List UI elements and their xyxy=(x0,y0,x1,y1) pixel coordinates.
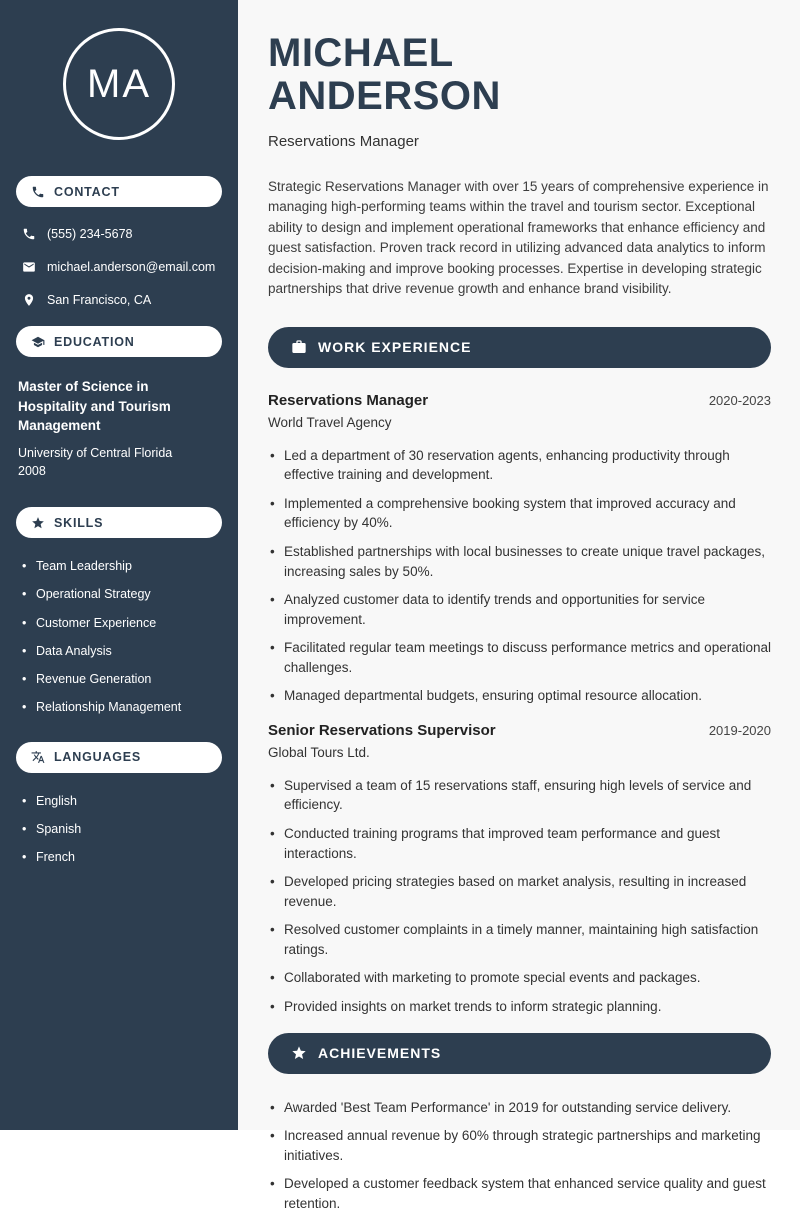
languages-section-label: LANGUAGES xyxy=(54,750,141,764)
contact-section-label: CONTACT xyxy=(54,185,120,199)
location-pin-icon xyxy=(22,293,36,307)
avatar-initials: MA xyxy=(87,62,151,107)
skill-item: • Customer Experience xyxy=(22,615,216,631)
phone-icon xyxy=(31,185,45,199)
language-item: • Spanish xyxy=(22,821,216,837)
education-section-label: EDUCATION xyxy=(54,335,135,349)
job-bullet: • Provided insights on market trends to inform strategic planning. xyxy=(268,997,771,1017)
skills-section-header xyxy=(16,507,222,538)
translate-icon xyxy=(31,750,45,764)
education-entry xyxy=(18,377,220,481)
education-degree: Master of Science in Hospitality and Tourism Management xyxy=(18,377,220,436)
job-bullet: • Conducted training programs that improved team performance and guest interactions. xyxy=(268,824,771,863)
job-header xyxy=(268,722,771,739)
sidebar xyxy=(0,0,238,1130)
job-bullet: • Implemented a comprehensive booking system that improved accuracy and efficiency by 40%. xyxy=(268,494,771,533)
job-bullet-list xyxy=(268,776,771,1017)
work-experience-section-header xyxy=(268,327,771,368)
job-bullet: • Facilitated regular team meetings to discuss performance metrics and operational challenges. xyxy=(268,638,771,677)
work-experience-section-label: WORK EXPERIENCE xyxy=(318,339,471,355)
contact-phone-row xyxy=(22,227,216,241)
education-section-header xyxy=(16,326,222,357)
job-bullet-list xyxy=(268,446,771,706)
languages-section-header xyxy=(16,742,222,773)
job-bullet: • Resolved customer complaints in a timely manner, maintaining high satisfaction ratings. xyxy=(268,920,771,959)
job-company: World Travel Agency xyxy=(268,415,771,430)
languages-list xyxy=(22,793,216,866)
job-bullet: • Established partnerships with local businesses to create unique travel packages, increasing sales by 50%. xyxy=(268,542,771,581)
email-icon xyxy=(22,260,36,274)
resume-main xyxy=(238,0,800,1130)
graduation-cap-icon xyxy=(31,335,45,349)
job-title: Senior Reservations Supervisor xyxy=(268,722,496,739)
skill-item: • Revenue Generation xyxy=(22,671,216,687)
job-bullet: • Supervised a team of 15 reservations staff, ensuring high levels of service and efficiency. xyxy=(268,776,771,815)
job-bullet: • Led a department of 30 reservation agents, enhancing productivity through effective training and development. xyxy=(268,446,771,485)
contact-location-value: San Francisco, CA xyxy=(47,293,151,307)
skill-item: • Team Leadership xyxy=(22,558,216,574)
skills-section-label: SKILLS xyxy=(54,516,103,530)
job-period: 2020-2023 xyxy=(709,393,771,408)
achievement-bullet: • Developed a customer feedback system that enhanced service quality and guest retention. xyxy=(268,1174,771,1213)
skill-item: • Relationship Management xyxy=(22,699,216,715)
job-bullet: • Managed departmental budgets, ensuring optimal resource allocation. xyxy=(268,686,771,706)
achievements-section-label: ACHIEVEMENTS xyxy=(318,1045,441,1061)
skills-list xyxy=(22,558,216,716)
professional-summary: Strategic Reservations Manager with over 15 years of comprehensive experience in managing high-performing teams within the travel and tourism sector. Exceptional ability to design and implement operational frameworks that enhance efficiency and guest satisfaction. Proven track record in utilizing advanced data analytics to inform decision-making and improve booking processes. Expertise in developing strategic partnerships that drive revenue growth and enhance brand visibility. xyxy=(268,177,771,300)
achievements-list xyxy=(268,1098,771,1213)
phone-icon xyxy=(22,227,36,241)
skill-item: • Data Analysis xyxy=(22,643,216,659)
achievement-bullet: • Increased annual revenue by 60% through strategic partnerships and marketing initiatives. xyxy=(268,1126,771,1165)
job-period: 2019-2020 xyxy=(709,723,771,738)
candidate-job-title: Reservations Manager xyxy=(268,133,771,150)
contact-location-row xyxy=(22,293,216,307)
achievement-bullet: • Awarded 'Best Team Performance' in 2019 for outstanding service delivery. xyxy=(268,1098,771,1118)
job-entry xyxy=(268,722,771,1017)
contact-phone-value: (555) 234-5678 xyxy=(47,227,132,241)
language-item: • English xyxy=(22,793,216,809)
candidate-last-name: ANDERSON xyxy=(268,75,771,118)
education-year: 2008 xyxy=(18,462,220,481)
achievements-section-header xyxy=(268,1033,771,1074)
avatar xyxy=(63,28,175,140)
job-title: Reservations Manager xyxy=(268,392,428,409)
star-icon xyxy=(291,1045,307,1061)
job-bullet: • Developed pricing strategies based on market analysis, resulting in increased revenue. xyxy=(268,872,771,911)
contact-email-row xyxy=(22,260,216,274)
job-entry xyxy=(268,392,771,706)
briefcase-icon xyxy=(291,339,307,355)
skill-item: • Operational Strategy xyxy=(22,586,216,602)
star-icon xyxy=(31,516,45,530)
education-school: University of Central Florida xyxy=(18,444,220,463)
language-item: • French xyxy=(22,849,216,865)
job-company: Global Tours Ltd. xyxy=(268,745,771,760)
job-bullet: • Collaborated with marketing to promote special events and packages. xyxy=(268,968,771,988)
contact-email-value: michael.anderson@email.com xyxy=(47,260,215,274)
candidate-first-name: MICHAEL xyxy=(268,32,771,75)
avatar-wrap xyxy=(16,28,222,140)
job-bullet: • Analyzed customer data to identify trends and opportunities for service improvement. xyxy=(268,590,771,629)
contact-section-header xyxy=(16,176,222,207)
candidate-name xyxy=(268,32,771,118)
job-header xyxy=(268,392,771,409)
